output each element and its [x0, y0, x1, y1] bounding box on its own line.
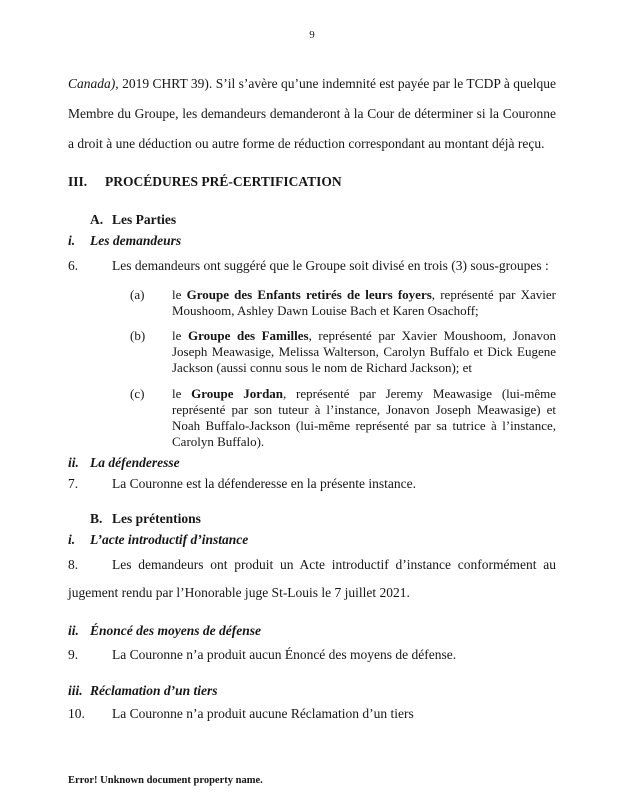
heading-i-acte	[68, 531, 556, 549]
paragraph-7-text: La Couronne est la défenderesse en la présente instance.	[112, 476, 416, 491]
paragraph-6-number: 6.	[68, 257, 79, 273]
list-item-b-rest: , représenté par Xavier Moushoom, Jonavon Joseph Meawasige, Melissa Walterson, Carolyn Buffalo et Dick Eugene Jackson (aussi connu sous le nom de Richard Jackson); et	[172, 328, 556, 375]
list-item-a	[130, 287, 556, 319]
heading-ii-defenderesse	[68, 454, 556, 472]
footer-error-field: Error! Unknown document property name.	[68, 775, 263, 786]
paragraph-6	[68, 257, 556, 274]
subsection-b-label: B.	[90, 511, 103, 526]
heading-i-acte-label: i.	[68, 532, 76, 547]
heading-i-demandeurs-title: Les demandeurs	[90, 232, 182, 248]
paragraph-7	[68, 475, 556, 492]
section-iii-heading	[68, 173, 556, 191]
section-iii-number: III.	[68, 173, 88, 189]
paragraph-8-text: Les demandeurs ont produit un Acte introductif d’instance conformément au jugement rendu par l’Honorable juge St-Louis le 7 juillet 2021.	[68, 557, 556, 600]
page-number: 9	[309, 29, 315, 41]
list-item-c-rest: , représenté par Jeremy Meawasige (lui-même représenté par son tuteur à l’instance, Jonavon Joseph Meawasige) et Noah Buffalo-Jackson (lui-même représenté par sa tutrice à l’instance, Carolyn Buffalo).	[172, 386, 556, 449]
paragraph-10-text: La Couronne n’a produit aucune Réclamation d’un tiers	[112, 706, 414, 721]
list-item-b-lead: le	[172, 328, 188, 343]
intro-paragraph	[68, 69, 556, 159]
paragraph-9-number: 9.	[68, 647, 79, 662]
list-item-b-text	[172, 328, 556, 376]
subsection-b-title: Les prétentions	[112, 511, 201, 526]
list-item-c-lead: le	[172, 386, 192, 401]
list-item-a-rest: , représenté par Xavier Moushoom, Ashley Dawn Louise Bach et Karen Osachoff;	[172, 287, 556, 318]
subsection-a-title: Les Parties	[112, 211, 177, 227]
paragraph-9	[68, 646, 556, 663]
paragraph-7-number: 7.	[68, 476, 79, 491]
heading-iii-reclamation-label: iii.	[68, 683, 83, 698]
heading-i-acte-title: L’acte introductif d’instance	[90, 532, 249, 547]
heading-i-demandeurs	[68, 232, 556, 250]
heading-i-demandeurs-label: i.	[68, 232, 76, 248]
list-item-c-text	[172, 386, 556, 450]
paragraph-10-number: 10.	[68, 706, 85, 721]
intro-paragraph-text: , 2019 CHRT 39). S’il s’avère qu’une indemnité est payée par le TCDP à quelque Membre du Groupe, les demandeurs demanderont à la Cour de déterminer si la Couronne a droit à une déduction ou autre forme de réduction correspondant au montant déjà reçu.	[68, 76, 556, 151]
heading-ii-defenderesse-title: La défenderesse	[90, 455, 180, 470]
list-item-b	[130, 328, 556, 376]
subsection-a-label: A.	[90, 211, 104, 227]
heading-iii-reclamation-title: Réclamation d’un tiers	[90, 683, 218, 698]
paragraph-8-number: 8.	[68, 557, 79, 572]
list-item-a-group-name: Groupe des Enfants retirés de leurs foyers	[186, 287, 432, 302]
subsection-a-heading	[90, 211, 556, 229]
heading-ii-enonce	[68, 622, 556, 640]
list-item-a-text	[172, 287, 556, 319]
subsection-b-heading	[90, 510, 556, 528]
section-iii-title: PROCÉDURES PRÉ-CERTIFICATION	[105, 173, 342, 189]
paragraph-9-text: La Couronne n’a produit aucun Énoncé des moyens de défense.	[112, 647, 457, 662]
list-item-c-group-name: Groupe Jordan	[191, 386, 284, 401]
list-item-c	[130, 386, 556, 450]
list-item-a-label: (a)	[130, 287, 145, 302]
list-item-a-lead: le	[172, 287, 187, 302]
heading-ii-defenderesse-label: ii.	[68, 455, 79, 470]
heading-ii-enonce-title: Énoncé des moyens de défense	[90, 623, 261, 638]
list-item-b-group-name: Groupe des Familles	[187, 328, 309, 343]
paragraph-6-text: Les demandeurs ont suggéré que le Groupe soit divisé en trois (3) sous-groupes :	[112, 257, 549, 273]
heading-ii-enonce-label: ii.	[68, 623, 79, 638]
paragraph-8	[68, 551, 556, 607]
list-item-b-label: (b)	[130, 328, 146, 343]
case-name-italic: Canada)	[68, 76, 116, 91]
paragraph-10	[68, 705, 556, 722]
list-item-c-label: (c)	[130, 386, 145, 401]
heading-iii-reclamation	[68, 682, 556, 700]
